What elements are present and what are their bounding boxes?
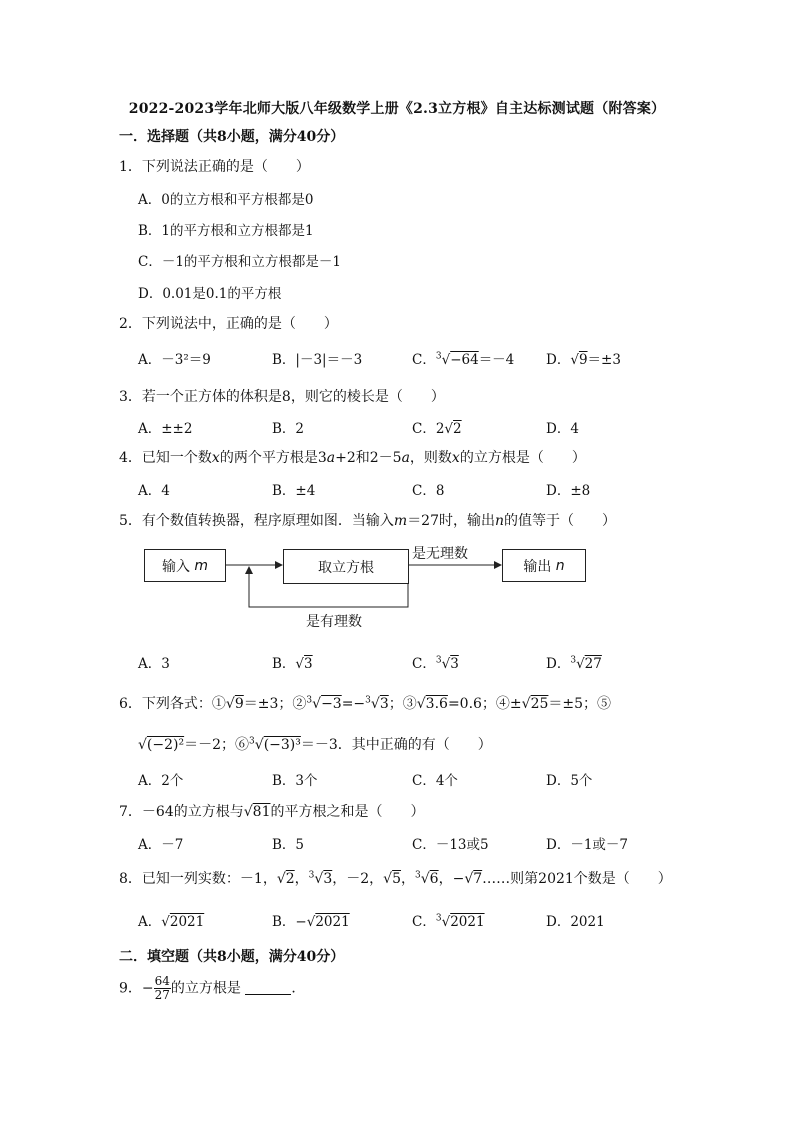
question-2-stem: 2．下列说法中，正确的是（ ） [119, 316, 338, 332]
question-7-option-a: A．－7 [138, 837, 184, 853]
question-8-stem: 8．已知一列实数：－1，√2，$^3$√3，－2，√5，$^3$√6，−√7……则第2021个数是（ ） [119, 870, 672, 887]
question-2-option-d: D．√9＝±3 [546, 352, 621, 368]
question-4-option-a: A．4 [138, 483, 170, 499]
question-7-option-b: B．5 [272, 837, 305, 853]
question-9-stem: 9．− $\frac{64}{27}$ 的立方根是 ． [119, 974, 306, 1003]
question-6-option-a: A．2个 [138, 773, 184, 789]
question-3-option-d: D．4 [546, 421, 579, 437]
question-8-option-a: A．√2021 [138, 914, 205, 930]
question-8-option-c: C．$^3$√2021 [412, 913, 485, 930]
question-2-option-b: B．|－3|＝－3 [272, 352, 363, 368]
question-8-option-d: D．2021 [546, 914, 605, 930]
question-1-option-a: A．0的立方根和平方根都是0 [138, 192, 314, 208]
flow-process-box: 取立方根 [283, 549, 409, 584]
question-2-option-a: A．－3²＝9 [138, 352, 211, 368]
question-7-stem: 7．－64的立方根与√81的平方根之和是（ ） [119, 804, 425, 820]
flow-label-irrational: 是无理数 [412, 546, 468, 562]
question-1-stem: 1．下列说法正确的是（ ） [119, 159, 310, 175]
question-3-option-a: A．±±2 [138, 421, 193, 437]
question-6-option-d: D．5个 [546, 773, 593, 789]
answer-blank[interactable] [245, 994, 291, 995]
question-1-option-d: D．0.01是0.1的平方根 [138, 286, 282, 302]
question-7-option-d: D．－1或－7 [546, 837, 629, 853]
question-3-stem: 3．若一个正方体的体积是8，则它的棱长是（ ） [119, 389, 445, 405]
question-1-option-c: C．－1的平方根和立方根都是－1 [138, 254, 342, 270]
question-4-stem: 4．已知一个数x的两个平方根是3a+2和2－5a，则数x的立方根是（ ） [119, 450, 586, 466]
question-4-option-c: C．8 [412, 483, 445, 499]
document-title: 2022-2023学年北师大版八年级数学上册《2.3立方根》自主达标测试题（附答案） [128, 101, 666, 117]
question-6-stem-line1: 6．下列各式：①√9＝±3；②$^3$√−3=−$^3$√3；③√3.6=0.6；④±√25＝±5；⑤ [119, 695, 612, 712]
question-6-option-c: C．4个 [412, 773, 458, 789]
question-5-option-b: B．√3 [272, 656, 313, 672]
flow-input-box: 输入 m [144, 549, 226, 582]
fraction: $\frac{64}{27}$ [154, 974, 170, 1003]
question-1-option-b: B．1的平方根和立方根都是1 [138, 223, 314, 239]
question-2-option-c: C．$^3$√−64＝－4 [412, 351, 515, 368]
question-6-option-b: B．3个 [272, 773, 318, 789]
question-5-option-d: D．$^3$√27 [546, 655, 602, 672]
question-5-stem: 5．有个数值转换器，程序原理如图．当输入m＝27时，输出n的值等于（ ） [119, 513, 617, 529]
question-6-stem-line2: √(−2)²＝－2；⑥$^3$√(−3)³＝－3．其中正确的有（ ） [138, 736, 492, 753]
question-5-option-a: A．3 [138, 656, 170, 672]
flow-label-rational: 是有理数 [306, 614, 362, 630]
question-3-option-b: B．2 [272, 421, 305, 437]
question-8-option-b: B．−√2021 [272, 914, 350, 930]
question-5-option-c: C．$^3$√3 [412, 655, 459, 672]
question-4-option-d: D．±8 [546, 483, 591, 499]
flow-output-box: 输出 n [502, 549, 586, 582]
question-3-option-c: C．2√2 [412, 421, 462, 437]
question-4-option-b: B．±4 [272, 483, 316, 499]
section-fill-heading: 二．填空题（共8小题，满分40分） [119, 949, 345, 965]
question-7-option-c: C．－13或5 [412, 837, 489, 853]
section-choice-heading: 一．选择题（共8小题，满分40分） [119, 129, 345, 145]
